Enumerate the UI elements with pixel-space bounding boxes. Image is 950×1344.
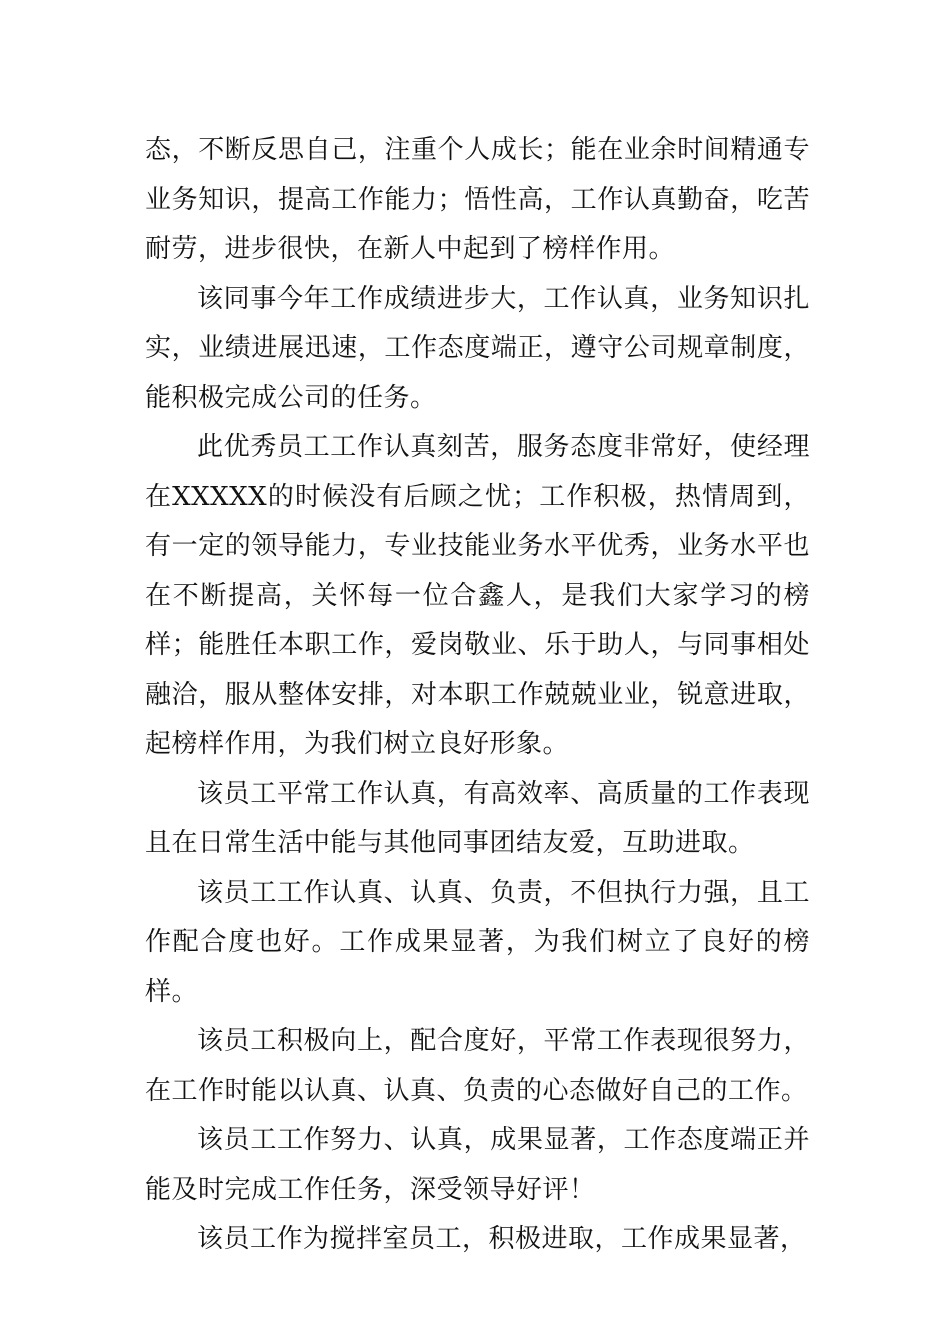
paragraph-5: 该员工工作认真、认真、负责，不但执行力强，且工作配合度也好。工作成果显著，为我们树立了良好的榜样。 [145, 877, 810, 1007]
paragraph-6: 该员工积极向上，配合度好，平常工作表现很努力，在工作时能以认真、认真、负责的心态做好自己的工作。 [145, 1026, 810, 1106]
paragraph-2: 该同事今年工作成绩进步大，工作认真，业务知识扎实，业绩进展迅速，工作态度端正，遵守公司规章制度，能积极完成公司的任务。 [145, 283, 810, 413]
paragraph-7: 该员工工作努力、认真，成果显著，工作态度端正并能及时完成工作任务，深受领导好评！ [145, 1125, 810, 1205]
paragraph-3: 此优秀员工工作认真刻苦，服务态度非常好，使经理在XXXXX的时候没有后顾之忧；工作积极，热情周到，有一定的领导能力，专业技能业务水平优秀，业务水平也在不断提高，关怀每一位合鑫人，是我们大家学习的榜样；能胜任本职工作，爱岗敬业、乐于助人，与同事相处融洽，服从整体安排，对本职工作兢兢业业，锐意进取，起榜样作用，为我们树立良好形象。 [145, 432, 810, 759]
paragraph-4: 该员工平常工作认真，有高效率、高质量的工作表现且在日常生活中能与其他同事团结友爱，互助进取。 [145, 778, 810, 858]
paragraph-1: 态，不断反思自己，注重个人成长；能在业余时间精通专业务知识，提高工作能力；悟性高，工作认真勤奋，吃苦耐劳，进步很快，在新人中起到了榜样作用。 [145, 135, 810, 264]
document-body [145, 126, 810, 1265]
paragraph-8: 该员工作为搅拌室员工，积极进取，工作成果显著， [197, 1224, 807, 1254]
